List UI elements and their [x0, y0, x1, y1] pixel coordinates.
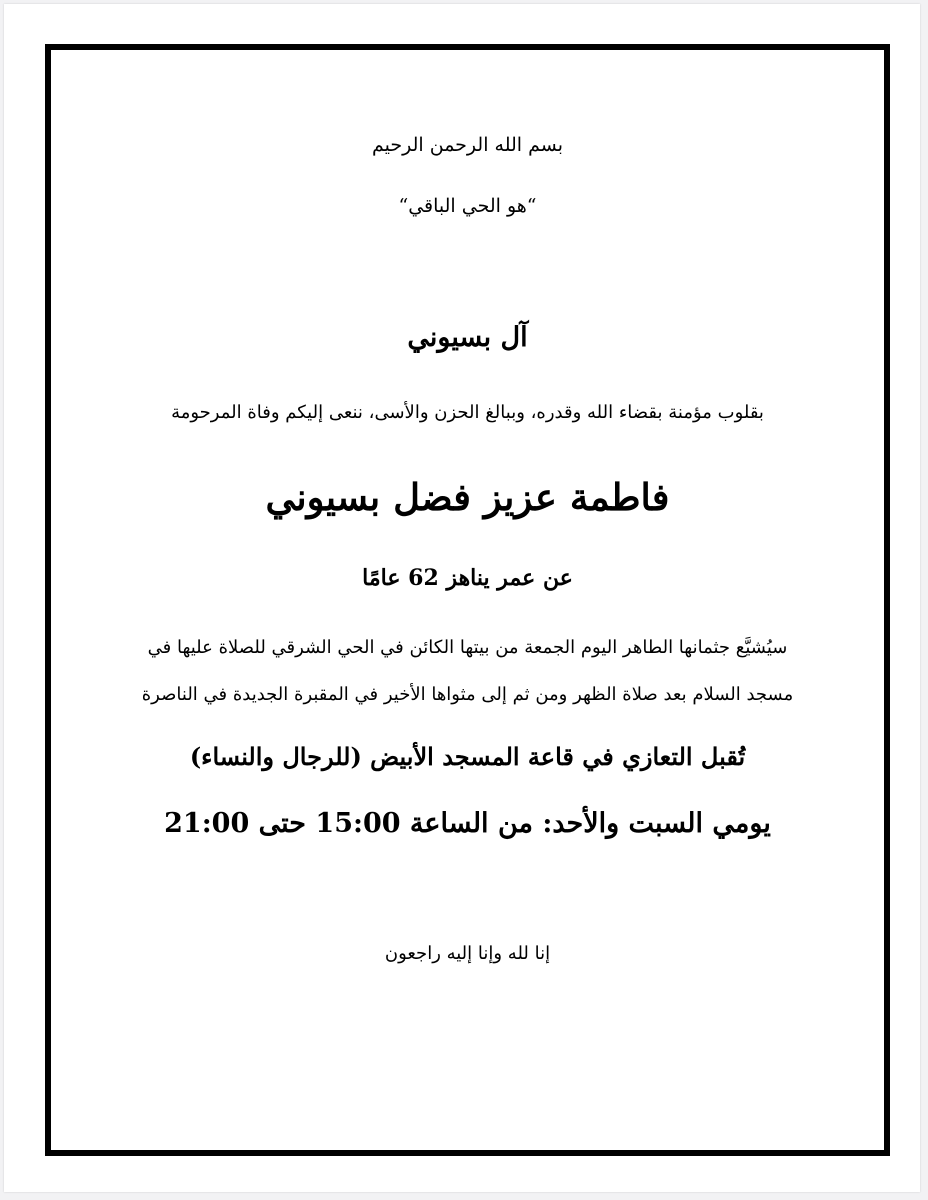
document-page: [4, 4, 920, 1192]
funeral-line-2: مسجد السلام بعد صلاة الظهر ومن ثم إلى مثواها الأخير في المقبرة الجديدة في الناصرة: [141, 684, 794, 705]
family-name: آل بسيوني: [407, 322, 528, 353]
funeral-details: [51, 624, 884, 718]
condolences-location: تُقبل التعازي في قاعة المسجد الأبيض (للرجال والنساء): [189, 742, 746, 771]
age-text: عن عمر يناهز 62 عامًا: [362, 565, 573, 591]
deceased-name: فاطمة عزيز فضل بسيوني: [265, 475, 670, 519]
condolences-days: يومي السبت والأحد: من الساعة 15:00 حتى 21:00: [164, 808, 771, 839]
basmala: بسم الله الرحمن الرحيم: [372, 134, 563, 156]
quote: “هو الحي الباقي“: [398, 195, 537, 217]
funeral-line-1: سيُشيَّع جثمانها الطاهر اليوم الجمعة من بيتها الكائن في الحي الشرقي للصلاة عليها في: [147, 637, 788, 658]
black-border-frame: [45, 44, 890, 1156]
intro-text: بقلوب مؤمنة بقضاء الله وقدره، وببالغ الحزن والأسى، ننعى إليكم وفاة المرحومة: [171, 402, 764, 423]
closing-verse: إنا لله وإنا إليه راجعون: [384, 943, 551, 964]
